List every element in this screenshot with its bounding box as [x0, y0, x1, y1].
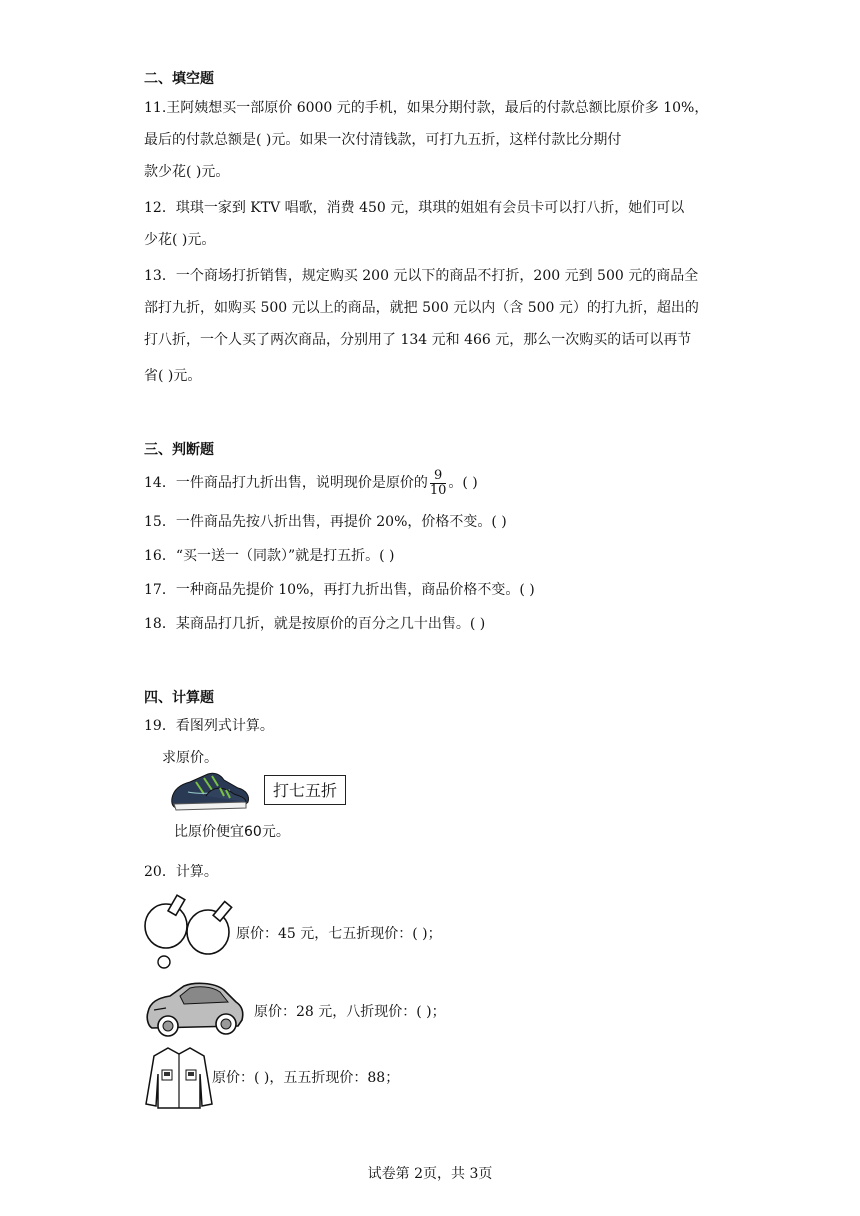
q20-item1: 原价：45 元，七五折现价：( )； [236, 926, 442, 942]
q13-line3: 打八折，一个人买了两次商品，分别用了 134 元和 466 元，那么一次购买的话可以再节 [144, 332, 692, 348]
discount-label-box: 打七五折 [264, 775, 346, 805]
page-footer: 试卷第 2页，共 3页 [367, 1166, 493, 1182]
q12-line1: 12．琪琪一家到 KTV 唱歌，消费 450 元，琪琪的姐姐有会员卡可以打八折，她们可以 [144, 200, 685, 216]
q19-prompt: 求原价。 [162, 750, 218, 766]
q19-caption: 比原价便宜60元。 [174, 824, 290, 840]
q13-line4: 省( )元。 [144, 368, 202, 384]
q11-line3: 款少花( )元。 [144, 164, 230, 180]
section-title-calc: 四、计算题 [144, 690, 214, 706]
q16: 16．“买一送一（同款）”就是打五折。( ) [144, 548, 395, 564]
q11-line2: 最后的付款总额是( )元。如果一次付清钱款，可打九五折，这样付款比分期付 [144, 132, 622, 148]
q17: 17．一种商品先提价 10%，再打九折出售，商品价格不变。( ) [144, 582, 535, 598]
q14-answer-blank: 。( ) [448, 475, 478, 491]
q14 [144, 466, 478, 500]
q13-line1: 13．一个商场打折销售，规定购买 200 元以下的商品不打折，200 元到 500 元的商品全 [144, 268, 699, 284]
q14-text: 14．一件商品打九折出售，说明现价是原价的 [144, 475, 428, 491]
q12-line2: 少花( )元。 [144, 232, 216, 248]
fraction-nine-tenths [430, 469, 447, 498]
fraction-numerator: 9 [430, 469, 447, 484]
section-title-judge: 三、判断题 [144, 442, 214, 458]
shoe-icon [168, 768, 252, 814]
q13-line2: 部打九折，如购买 500 元以上的商品，就把 500 元以内（含 500 元）的打九折，超出的 [144, 300, 699, 316]
q11-line1: 11.王阿姨想买一部原价 6000 元的手机，如果分期付款，最后的付款总额比原价多 10%， [144, 100, 709, 116]
ping-pong-paddles-icon [142, 890, 238, 970]
jacket-icon [144, 1044, 214, 1112]
q20-text: 20．计算。 [144, 864, 218, 880]
q15: 15．一件商品先按八折出售，再提价 20%，价格不变。( ) [144, 514, 507, 530]
q20-item3: 原价：( )，五五折现价：88； [212, 1070, 400, 1086]
q18: 18．某商品打几折，就是按原价的百分之几十出售。( ) [144, 616, 486, 632]
car-icon [144, 978, 246, 1040]
section-title-fill-in: 二、填空题 [144, 71, 214, 87]
fraction-denominator: 10 [429, 482, 447, 498]
q20-item2: 原价：28 元，八折现价：( )； [254, 1004, 446, 1020]
q19-text: 19．看图列式计算。 [144, 718, 274, 734]
